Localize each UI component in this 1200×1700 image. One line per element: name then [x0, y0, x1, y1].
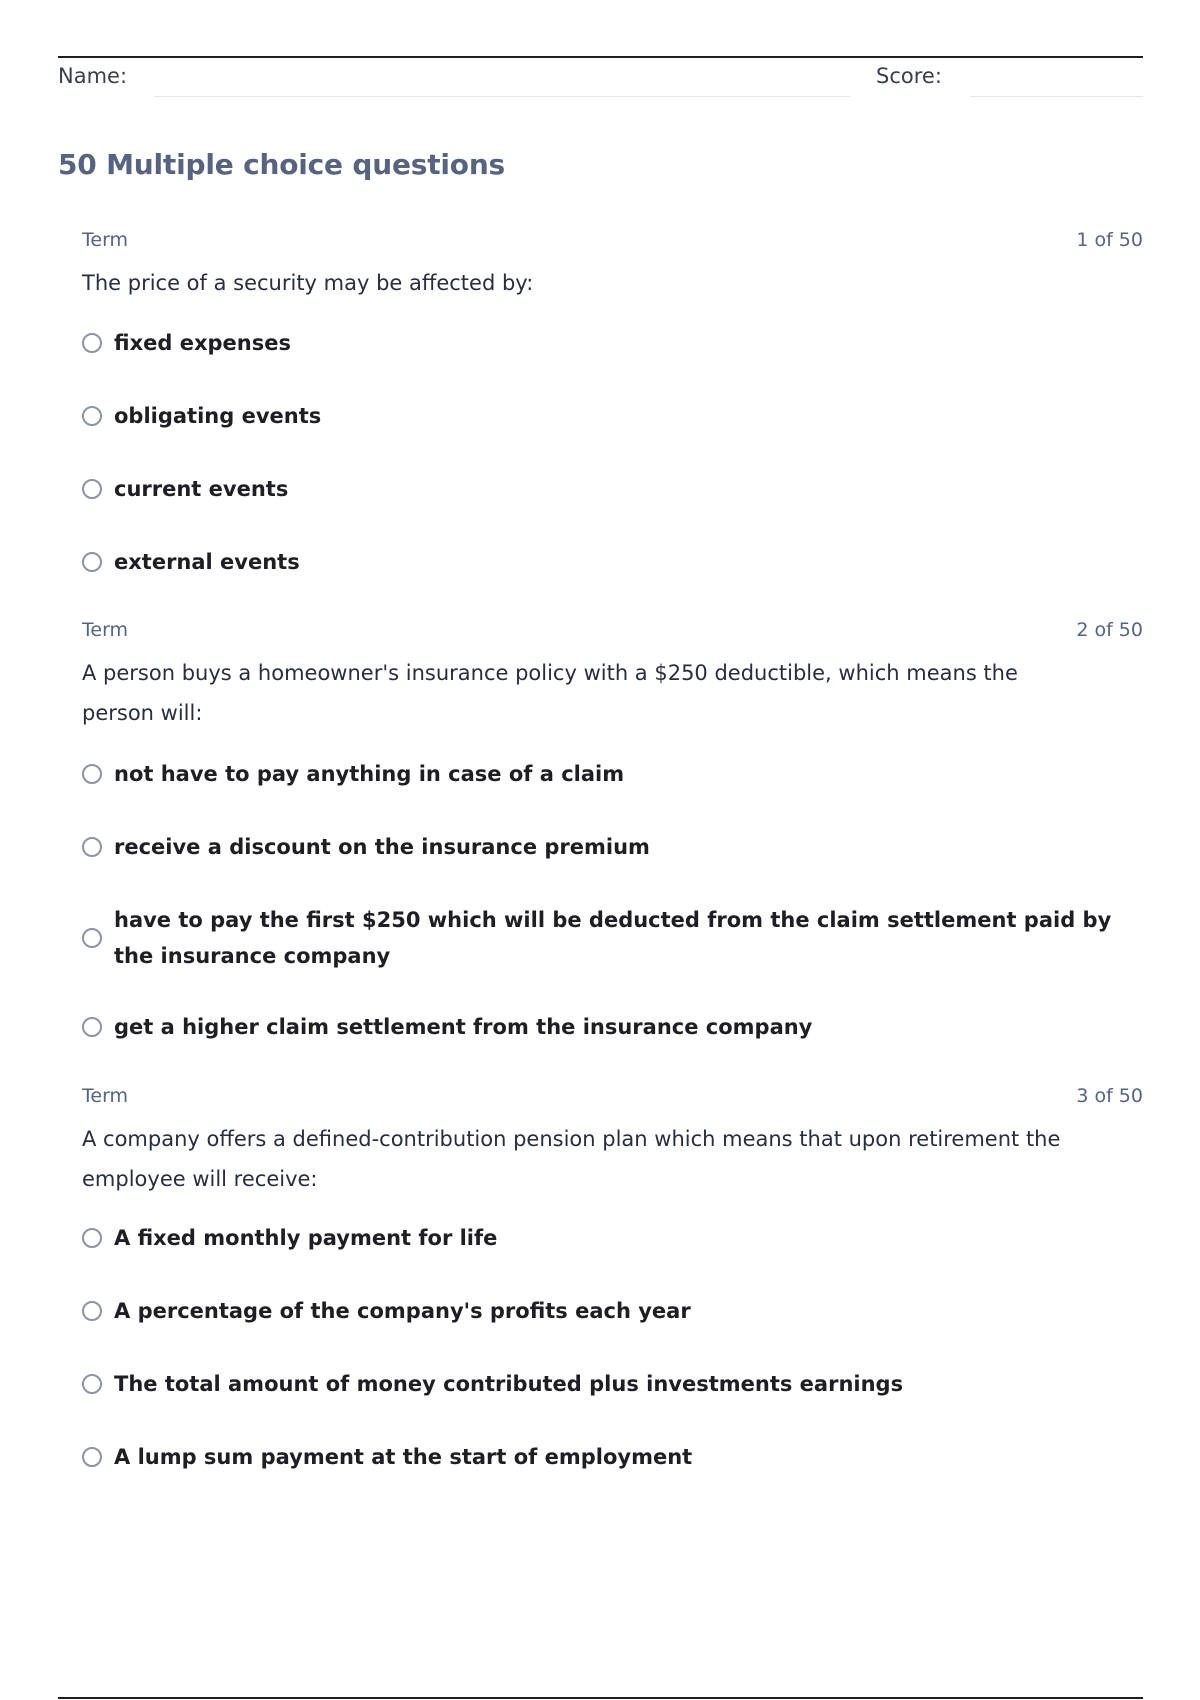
answer-label: A percentage of the company's profits each year [114, 1299, 691, 1323]
radio-button-icon[interactable] [82, 1447, 102, 1467]
header-row [58, 62, 1143, 98]
question-1 [82, 229, 1143, 589]
answer-option[interactable] [82, 829, 1143, 865]
answer-label: fixed expenses [114, 331, 291, 355]
question-2 [82, 619, 1143, 1059]
radio-button-icon[interactable] [82, 1301, 102, 1321]
radio-button-icon[interactable] [82, 764, 102, 784]
answer-label: have to pay the first $250 which will be deducted from the claim settlement paid by the insurance company [114, 908, 1112, 968]
answer-option[interactable] [82, 1009, 1143, 1045]
term-label: Term [82, 619, 129, 641]
answer-option[interactable] [82, 1220, 1143, 1256]
answer-label: get a higher claim settlement from the insurance company [114, 1015, 813, 1039]
question-counter: 1 of 50 [1076, 229, 1143, 251]
answer-option[interactable] [82, 902, 1143, 974]
bottom-divider [58, 1697, 1143, 1699]
question-3 [82, 1085, 1143, 1485]
radio-button-icon[interactable] [82, 552, 102, 572]
answer-option[interactable] [82, 1439, 1143, 1475]
section-title: 50 Multiple choice questions [58, 148, 506, 181]
name-field[interactable] [154, 96, 850, 97]
radio-button-icon[interactable] [82, 1374, 102, 1394]
name-label: Name: [58, 64, 128, 88]
term-label: Term [82, 1085, 129, 1107]
answer-label: not have to pay anything in case of a claim [114, 762, 625, 786]
answer-label: The total amount of money contributed plus investments earnings [114, 1372, 904, 1396]
question-counter: 3 of 50 [1076, 1085, 1143, 1107]
answer-option[interactable] [82, 544, 1143, 580]
answer-label: A fixed monthly payment for life [114, 1226, 498, 1250]
question-counter: 2 of 50 [1076, 619, 1143, 641]
radio-button-icon[interactable] [82, 1228, 102, 1248]
answer-label: A lump sum payment at the start of employment [114, 1445, 693, 1469]
answer-label: current events [114, 477, 289, 501]
question-prompt: The price of a security may be affected by: [82, 271, 534, 295]
top-divider [58, 56, 1143, 58]
radio-button-icon[interactable] [82, 333, 102, 353]
worksheet-page [58, 0, 1143, 1700]
answer-option[interactable] [82, 398, 1143, 434]
score-field[interactable] [970, 96, 1143, 97]
radio-button-icon[interactable] [82, 1017, 102, 1037]
radio-button-icon[interactable] [82, 406, 102, 426]
radio-button-icon[interactable] [82, 837, 102, 857]
question-prompt: A person buys a homeowner's insurance policy with a $250 deductible, which means the person will: [82, 661, 1018, 725]
question-prompt: A company offers a defined-contribution pension plan which means that upon retirement the employee will receive: [82, 1127, 1061, 1191]
answer-option[interactable] [82, 325, 1143, 361]
term-label: Term [82, 229, 129, 251]
radio-button-icon[interactable] [82, 928, 102, 948]
answer-label: obligating events [114, 404, 322, 428]
answer-label: external events [114, 550, 300, 574]
radio-button-icon[interactable] [82, 479, 102, 499]
answer-option[interactable] [82, 1293, 1143, 1329]
answer-option[interactable] [82, 1366, 1143, 1402]
answer-label: receive a discount on the insurance premium [114, 835, 650, 859]
answer-option[interactable] [82, 756, 1143, 792]
answer-option[interactable] [82, 471, 1143, 507]
score-label: Score: [876, 64, 942, 88]
